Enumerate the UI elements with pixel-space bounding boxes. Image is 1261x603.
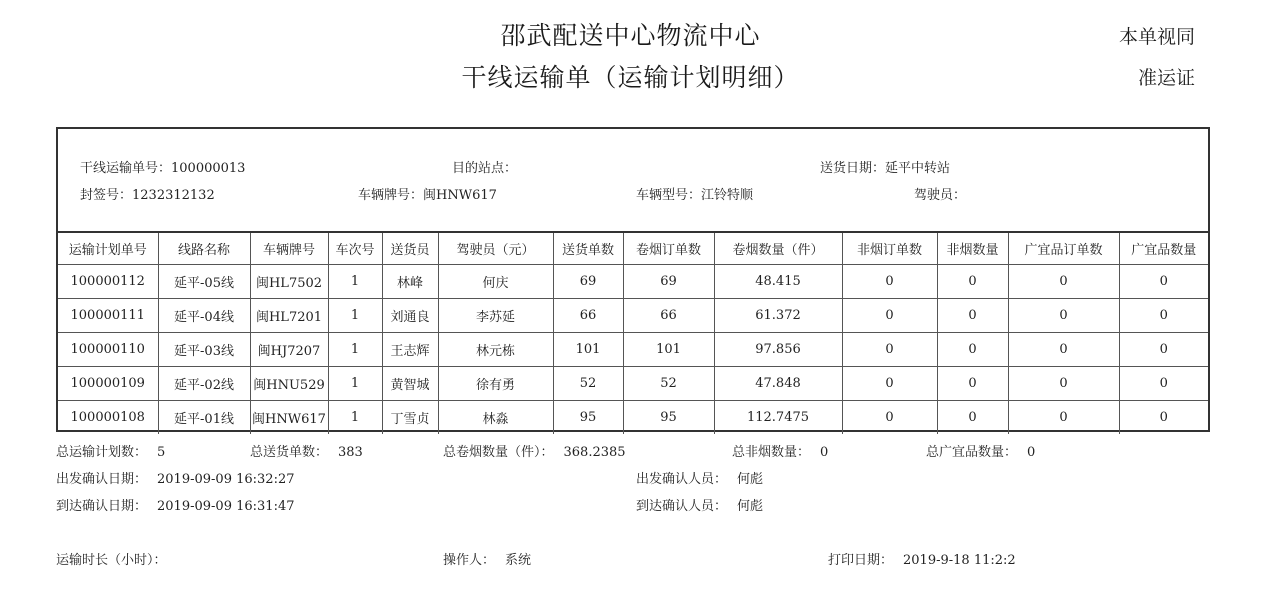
delivery-date-field [820,157,950,176]
arrive-person-value: 何彪 [737,499,764,514]
cell-trip: 1 [328,333,382,367]
cell-plate: 闽HNW617 [250,401,328,435]
cell-plan-no: 100000112 [58,265,158,299]
cell-cig-orders: 66 [623,299,714,333]
cell-trip: 1 [328,367,382,401]
col-header-noncig-orders: 非烟订单数 [842,232,937,265]
cell-noncig-orders: 0 [842,333,937,367]
table-row [58,367,1208,401]
cell-cig-qty: 112.7475 [714,401,842,435]
cell-deliverer: 丁雪贞 [382,401,438,435]
destination-label: 目的站点： [452,161,518,176]
total-promo [926,441,1035,460]
driver-field [914,184,966,203]
cell-cig-orders: 69 [623,265,714,299]
cell-promo-orders: 0 [1008,367,1119,401]
cell-trip: 1 [328,265,382,299]
cell-promo-qty: 0 [1119,333,1208,367]
model-field [636,184,753,203]
cell-noncig-qty: 0 [937,265,1008,299]
cell-promo-qty: 0 [1119,265,1208,299]
total-delivery-value: 383 [338,445,363,460]
depart-person-label: 出发确认人员： [636,472,728,487]
total-promo-value: 0 [1027,445,1036,460]
cell-plan-no: 100000111 [58,299,158,333]
total-cig-label: 总卷烟数量（件）： [443,445,554,460]
total-promo-label: 总广宜品数量： [926,445,1018,460]
report-title: 邵武配送中心物流中心 [500,21,761,50]
destination-field [452,157,517,176]
arrive-person [636,495,763,514]
seal-no-value: 1232312132 [132,188,215,203]
cell-delivery-count: 66 [553,299,623,333]
cell-driver: 徐有勇 [438,367,553,401]
cell-deliverer: 黄智城 [382,367,438,401]
total-noncig-value: 0 [820,445,829,460]
col-header-plate: 车辆牌号 [250,232,328,265]
cell-noncig-orders: 0 [842,299,937,333]
arrive-person-label: 到达确认人员： [636,499,728,514]
col-header-noncig-qty: 非烟数量 [937,232,1008,265]
cell-delivery-count: 101 [553,333,623,367]
cell-trip: 1 [328,401,382,435]
cell-noncig-qty: 0 [937,333,1008,367]
col-header-deliverer: 送货员 [382,232,438,265]
table-row [58,333,1208,367]
seal-no-field [80,184,215,203]
arrive-date-value: 2019-09-09 16:31:47 [157,499,295,514]
cell-plan-no: 100000109 [58,367,158,401]
cell-promo-orders: 0 [1008,401,1119,435]
cell-cig-qty: 48.415 [714,265,842,299]
arrive-date [56,495,295,514]
print-date-value: 2019-9-18 11:2:2 [903,553,1016,568]
cell-noncig-orders: 0 [842,367,937,401]
operator-label: 操作人： [443,553,496,568]
table-row [58,299,1208,333]
cell-route: 延平-03线 [158,333,250,367]
cell-noncig-qty: 0 [937,299,1008,333]
col-header-plan-no: 运输计划单号 [58,232,158,265]
cell-cig-orders: 95 [623,401,714,435]
cell-driver: 林元栋 [438,333,553,367]
cell-cig-orders: 101 [623,333,714,367]
waybill-frame [56,127,1210,432]
total-noncig [732,441,828,460]
cell-delivery-count: 95 [553,401,623,435]
total-noncig-label: 总非烟数量： [732,445,811,460]
operator-value: 系统 [505,553,532,568]
col-header-trip: 车次号 [328,232,382,265]
cell-cig-orders: 52 [623,367,714,401]
cell-delivery-count: 69 [553,265,623,299]
plate-field [358,184,497,203]
cell-plan-no: 100000108 [58,401,158,435]
col-header-driver: 驾驶员（元） [438,232,553,265]
cell-promo-orders: 0 [1008,333,1119,367]
report-subtitle: 干线运输单（运输计划明细） [461,63,800,92]
driver-label: 驾驶员： [914,188,967,203]
arrive-date-label: 到达确认日期： [56,499,148,514]
cell-route: 延平-05线 [158,265,250,299]
cell-plate: 闽HNU529 [250,367,328,401]
cell-noncig-qty: 0 [937,367,1008,401]
cell-driver: 何庆 [438,265,553,299]
cell-deliverer: 刘通良 [382,299,438,333]
total-plans-value: 5 [157,445,166,460]
cell-promo-qty: 0 [1119,401,1208,435]
col-header-promo-orders: 广宜品订单数 [1008,232,1119,265]
operator [443,549,531,568]
total-plans [56,441,165,460]
table-row [58,401,1208,435]
cell-cig-qty: 47.848 [714,367,842,401]
cell-route: 延平-01线 [158,401,250,435]
cell-delivery-count: 52 [553,367,623,401]
model-value: 江铃特顺 [701,188,754,203]
table-header-row [58,232,1208,265]
total-plans-label: 总运输计划数： [56,445,148,460]
delivery-date-label: 送货日期： [820,161,886,176]
cell-trip: 1 [328,299,382,333]
cell-plate: 闽HL7502 [250,265,328,299]
depart-person [636,468,763,487]
plate-value: 闽HNW617 [423,188,497,203]
col-header-delivery-count: 送货单数 [553,232,623,265]
cell-promo-qty: 0 [1119,299,1208,333]
waybill-no-field [80,157,245,176]
cell-noncig-orders: 0 [842,265,937,299]
cell-cig-qty: 97.856 [714,333,842,367]
depart-person-value: 何彪 [737,472,764,487]
depart-date [56,468,295,487]
col-header-promo-qty: 广宜品数量 [1119,232,1208,265]
table-row [58,265,1208,299]
col-header-route: 线路名称 [158,232,250,265]
col-header-cig-orders: 卷烟订单数 [623,232,714,265]
col-header-cig-qty: 卷烟数量（件） [714,232,842,265]
transport-duration [56,549,177,568]
cell-driver: 李苏延 [438,299,553,333]
cell-plate: 闽HJ7207 [250,333,328,367]
transport-plan-table [58,231,1208,434]
cell-route: 延平-02线 [158,367,250,401]
depart-date-value: 2019-09-09 16:32:27 [157,472,295,487]
total-delivery [250,441,363,460]
depart-date-label: 出发确认日期： [56,472,148,487]
cell-promo-qty: 0 [1119,367,1208,401]
total-delivery-label: 总送货单数： [250,445,329,460]
seal-no-label: 封签号： [80,188,133,203]
cell-driver: 林淼 [438,401,553,435]
waybill-no-value: 100000013 [171,161,246,176]
waybill-no-label: 干线运输单号： [80,161,172,176]
transport-duration-label: 运输时长（小时）： [56,553,167,568]
cell-deliverer: 林峰 [382,265,438,299]
cell-cig-qty: 61.372 [714,299,842,333]
total-cig-value: 368.2385 [563,445,626,460]
cell-noncig-orders: 0 [842,401,937,435]
side-note-1: 本单视同 [1118,26,1195,48]
print-date [828,549,1016,568]
model-label: 车辆型号： [636,188,702,203]
total-cig [443,441,626,460]
cell-plan-no: 100000110 [58,333,158,367]
cell-promo-orders: 0 [1008,265,1119,299]
plate-label: 车辆牌号： [358,188,424,203]
side-note-2: 准运证 [1137,67,1195,89]
print-date-label: 打印日期： [828,553,894,568]
delivery-date-value: 延平中转站 [885,161,951,176]
cell-noncig-qty: 0 [937,401,1008,435]
cell-promo-orders: 0 [1008,299,1119,333]
cell-route: 延平-04线 [158,299,250,333]
cell-plate: 闽HL7201 [250,299,328,333]
cell-deliverer: 王志辉 [382,333,438,367]
